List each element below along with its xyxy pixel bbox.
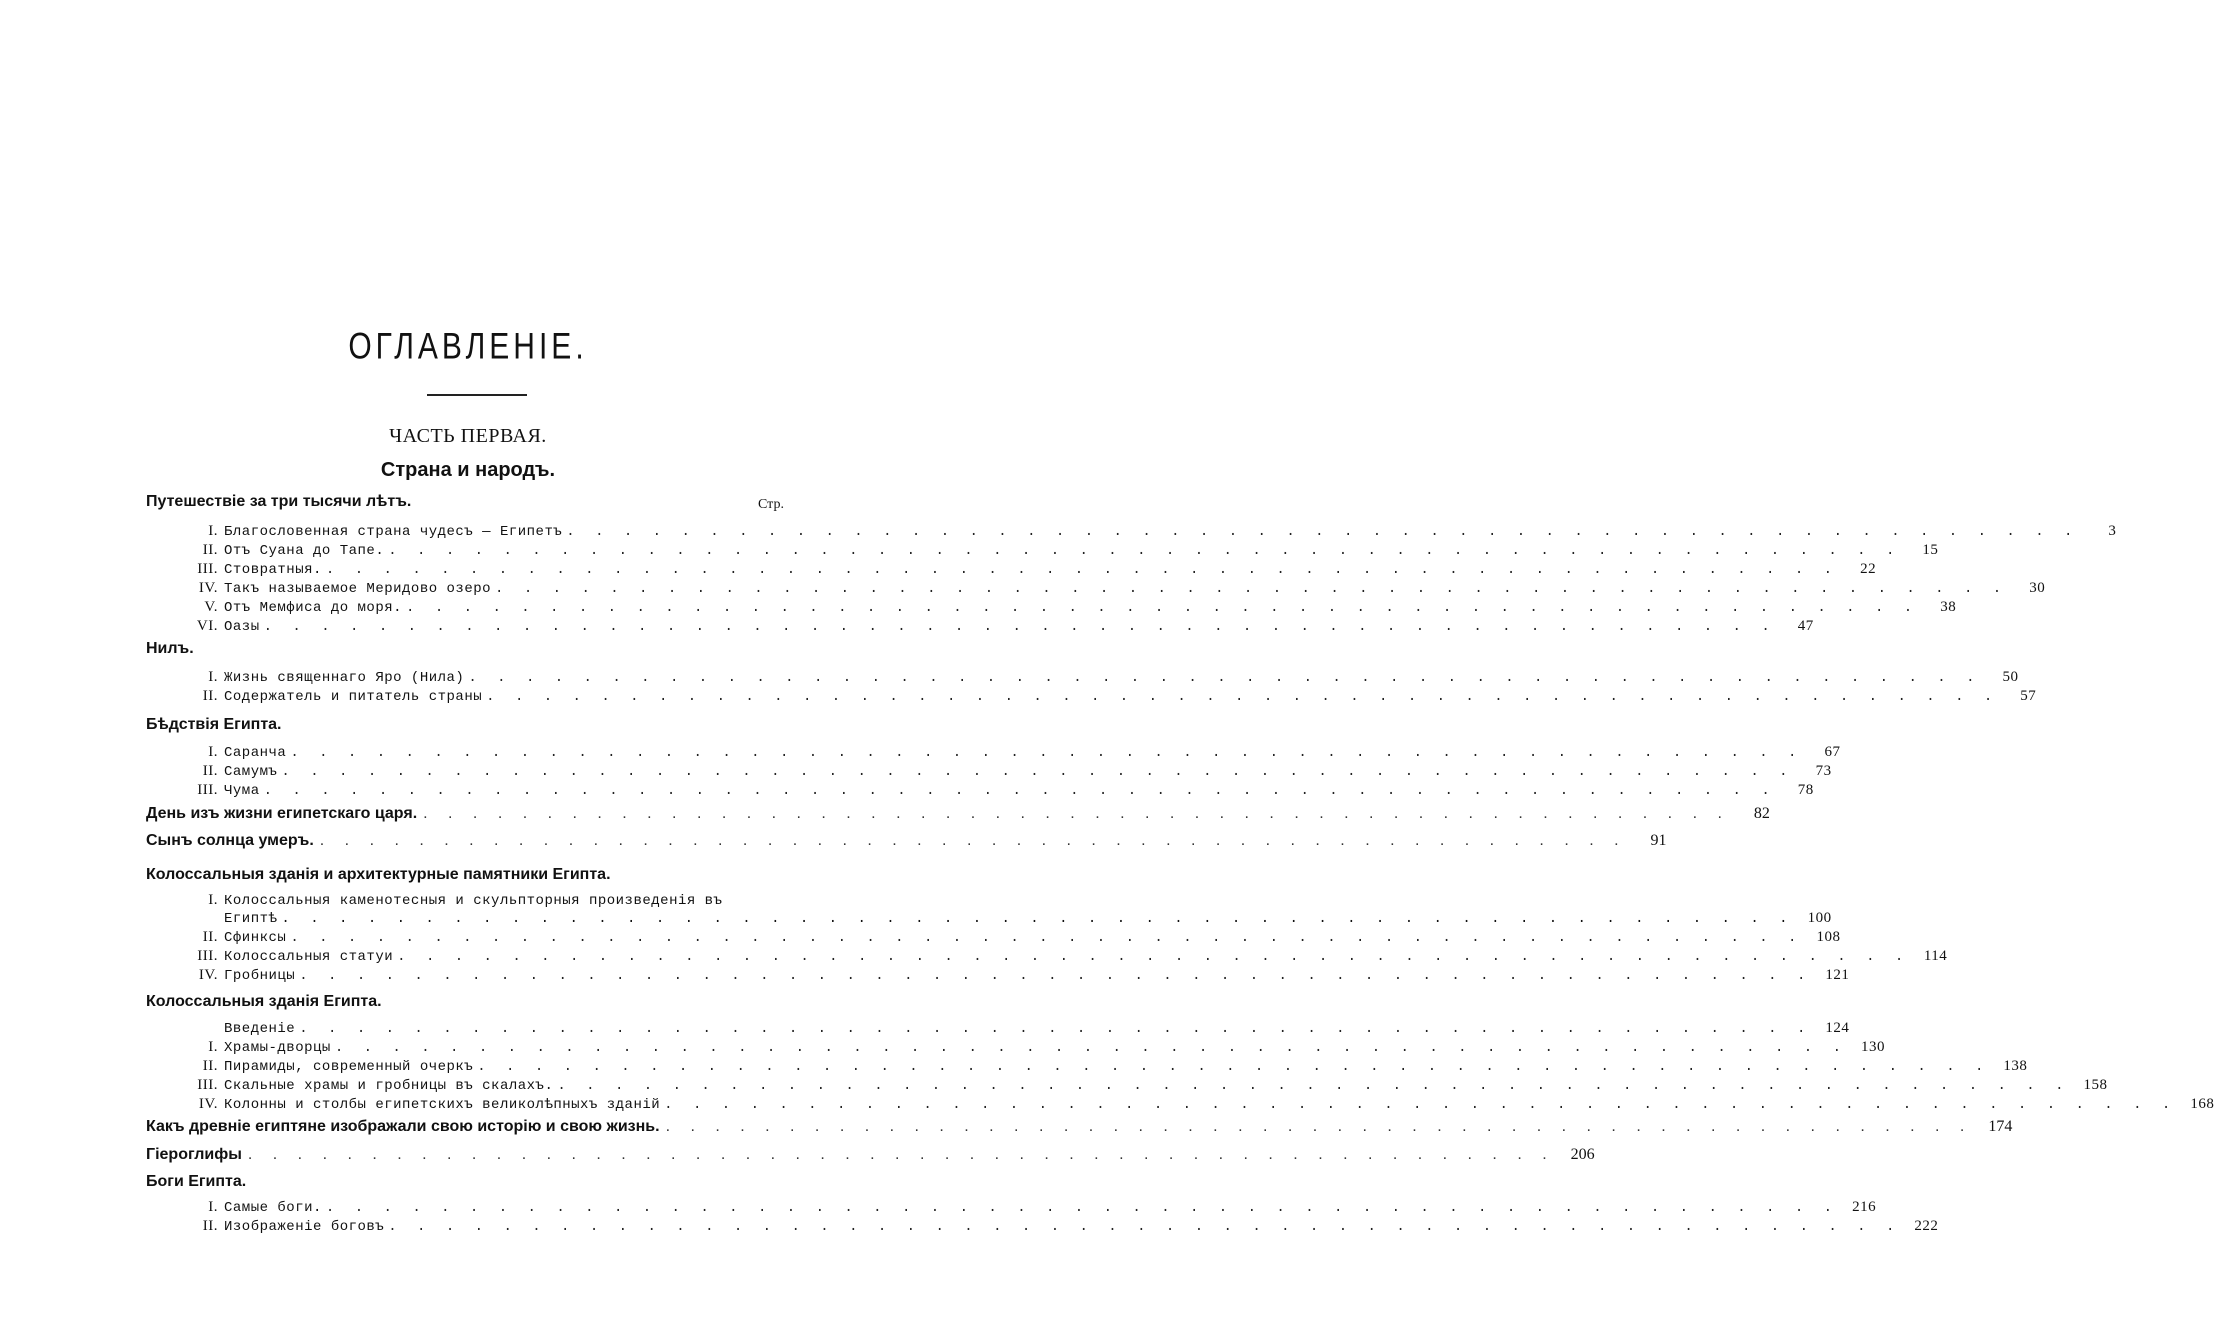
entry-page-number: 22 <box>1860 561 1877 577</box>
entry-number: II. <box>202 688 218 704</box>
entry-number: I. <box>208 1039 218 1055</box>
entry-title: Колоссальныя статуи <box>224 949 394 965</box>
entry-page-number: 30 <box>2029 580 2046 596</box>
section-title: Гіероглифы <box>146 1146 242 1163</box>
dot-leader: . . . . . . . . . . . . . . . . . . . . . . . . . . . . . . . . . . . . . . . . . . . . . . . . . . . . . <box>468 670 1981 686</box>
entry-number: II. <box>202 763 218 779</box>
section-title: День изъ жизни египетскаго царя. <box>146 805 418 822</box>
toc-entry <box>150 892 794 909</box>
entry-title: Саранча <box>224 745 287 761</box>
section-title: Колоссальныя зданія и архитектурные памятники Египта. <box>146 866 611 883</box>
dot-leader: . . . . . . . . . . . . . . . . . . . . . . . . . . . . . . . . . . . . . . . . . . . . . . . . . . . . . <box>325 562 1839 578</box>
toc-entry <box>150 763 1832 780</box>
dot-leader: . . . . . . . . . . . . . . . . . . . . . . . . . . . . . . . . . . . . . . . . . . . . . . . . . . . . . <box>566 524 2079 540</box>
entry-page-number: 158 <box>2083 1077 2108 1093</box>
entry-number: I. <box>208 744 218 760</box>
entry-page-number: 73 <box>1815 763 1832 779</box>
dot-leader: . . . . . . . . . . . . . . . . . . . . . . . . . . . . . . . . . . . . . . . . . . . . . . . . . . . . . <box>477 1059 1990 1075</box>
entry-title: Изображеніе боговъ <box>224 1219 385 1235</box>
toc-entry <box>150 929 1841 946</box>
section-heading <box>146 1146 1595 1164</box>
toc-entry <box>150 523 2117 540</box>
entry-page-number: 108 <box>1816 929 1841 945</box>
toc-entry <box>150 618 1814 635</box>
section-title: Нилъ. <box>146 640 194 657</box>
toc-entry <box>150 561 1877 578</box>
entry-page-number: 216 <box>1852 1199 1877 1215</box>
toc-entry <box>150 688 2037 705</box>
dot-leader: . . . . . . . . . . . . . . . . . . . . . . . . . . . . . . . . . . . . . . . . . . . . . . . . . . . . . <box>388 1219 1901 1235</box>
dot-leader: . . . . . . . . . . . . . . . . . . . . . . . . . . . . . . . . . . . . . . . . . . . . . . . . . . . . . <box>247 1146 1555 1163</box>
dot-leader: . . . . . . . . . . . . . . . . . . . . . . . . . . . . . . . . . . . . . . . . . . . . . . . . . . . . . <box>325 1200 1839 1216</box>
dot-leader: . . . . . . . . . . . . . . . . . . . . . . . . . . . . . . . . . . . . . . . . . . . . . . . . . . . . . <box>290 930 1803 946</box>
entry-page-number: 138 <box>2003 1058 2028 1074</box>
entry-title: Пирамиды, современный очеркъ <box>224 1059 474 1075</box>
entry-title: Такъ называемое Меридово озеро <box>224 581 492 597</box>
section-heading <box>146 640 796 658</box>
toc-entry <box>150 967 1850 984</box>
page-column-header: Стр. <box>758 497 784 512</box>
entry-title: Жизнь священнаго Яро (Нила) <box>224 670 465 686</box>
part-subtitle: Страна и народъ. <box>380 459 556 481</box>
entry-page-number: 15 <box>1922 542 1939 558</box>
section-title: Сынъ солнца умеръ. <box>146 832 314 849</box>
entry-title: Оазы <box>224 619 260 635</box>
toc-entry <box>150 1077 2108 1094</box>
entry-title: Чума <box>224 783 260 799</box>
entry-page-number: 100 <box>1807 910 1832 926</box>
section-title: Путешествіе за три тысячи лѣтъ. <box>146 493 412 510</box>
part-heading: ЧАСТЬ ПЕРВАЯ. <box>389 425 547 447</box>
toc-entry <box>150 1020 1850 1037</box>
section-title: Бѣдствія Египта. <box>146 716 282 733</box>
section-heading <box>146 866 796 884</box>
toc-entry <box>150 1039 1885 1056</box>
entry-number: I. <box>208 892 218 908</box>
toc-entry <box>150 669 2019 686</box>
dot-leader: . . . . . . . . . . . . . . . . . . . . . . . . . . . . . . . . . . . . . . . . . . . . . . . . . . . . . <box>388 543 1901 559</box>
entry-number: VI. <box>196 618 218 634</box>
entry-title: Самумъ <box>224 764 278 780</box>
toc-entry <box>150 1218 1939 1235</box>
toc-entry <box>150 948 1948 965</box>
dot-leader: . . . . . . . . . . . . . . . . . . . . . . . . . . . . . . . . . . . . . . . . . . . . . . . . . . . . . <box>281 764 1794 780</box>
dot-leader: . . . . . . . . . . . . . . . . . . . . . . . . . . . . . . . . . . . . . . . . . . . . . . . . . . . . . <box>495 581 2008 597</box>
section-heading <box>146 1118 2013 1136</box>
dot-leader: . . . . . . . . . . . . . . . . . . . . . . . . . . . . . . . . . . . . . . . . . . . . . . . . . . . . . <box>263 619 1776 635</box>
entry-page-number: 130 <box>1860 1039 1885 1055</box>
dot-leader: . . . . . . . . . . . . . . . . . . . . . . . . . . . . . . . . . . . . . . . . . . . . . . . . . . . . . <box>334 1040 1847 1056</box>
entry-number: V. <box>204 599 218 615</box>
entry-number: II. <box>202 1058 218 1074</box>
entry-title: Гробницы <box>224 968 296 984</box>
toc-entry <box>150 1096 2214 1113</box>
toc-entry-continuation <box>224 910 1832 927</box>
dot-leader: . . . . . . . . . . . . . . . . . . . . . . . . . . . . . . . . . . . . . . . . . . . . . . . . . . . . . <box>319 832 1627 849</box>
toc-entry <box>150 580 2046 597</box>
section-page-number: 82 <box>1753 805 1770 822</box>
section-heading <box>146 493 796 511</box>
entry-page-number: 3 <box>2108 523 2117 539</box>
entry-number: III. <box>197 1077 218 1093</box>
entry-title: Сфинксы <box>224 930 287 946</box>
toc-entry <box>150 1058 2028 1075</box>
entry-number: II. <box>202 929 218 945</box>
dot-leader: . . . . . . . . . . . . . . . . . . . . . . . . . . . . . . . . . . . . . . . . . . . . . . . . . . . . . <box>299 1021 1812 1037</box>
entry-title: Благословенная страна чудесъ — Египетъ <box>224 524 563 540</box>
entry-title: Содержатель и питатель страны <box>224 689 483 705</box>
entry-page-number: 168 <box>2190 1096 2214 1112</box>
dot-leader: . . . . . . . . . . . . . . . . . . . . . . . . . . . . . . . . . . . . . . . . . . . . . . . . . . . . . <box>423 805 1730 822</box>
section-page-number: 206 <box>1570 1146 1595 1163</box>
entry-number: IV. <box>198 967 218 983</box>
entry-page-number: 50 <box>2002 669 2019 685</box>
toc-entry <box>150 599 1957 616</box>
section-page-number: 91 <box>1650 832 1667 849</box>
entry-page-number: 222 <box>1914 1218 1939 1234</box>
entry-number: III. <box>197 561 218 577</box>
entry-page-number: 47 <box>1797 618 1814 634</box>
entry-title: Скальные храмы и гробницы въ скалахъ. <box>224 1078 554 1094</box>
section-title: Какъ древніе египтяне изображали свою исторію и свою жизнь. <box>146 1118 660 1135</box>
entry-page-number: 121 <box>1825 967 1850 983</box>
entry-page-number: 124 <box>1825 1020 1850 1036</box>
entry-number: II. <box>202 542 218 558</box>
entry-title: Отъ Мемфиса до моря. <box>224 600 403 616</box>
entry-page-number: 38 <box>1940 599 1957 615</box>
entry-title: Храмы-дворцы <box>224 1040 331 1056</box>
entry-title: Отъ Суана до Тапе. <box>224 543 385 559</box>
entry-number: IV. <box>198 1096 218 1112</box>
dot-leader: . . . . . . . . . . . . . . . . . . . . . . . . . . . . . . . . . . . . . . . . . . . . . . . . . . . . . <box>397 949 1910 965</box>
toc-entry <box>150 542 1939 559</box>
entry-title: Колоссальныя каменотесныя и скульпторныя произведенія въ <box>224 893 723 909</box>
section-title: Колоссальныя зданія Египта. <box>146 993 382 1010</box>
entry-number: IV. <box>198 580 218 596</box>
section-heading <box>146 805 1770 823</box>
section-title: Боги Египта. <box>146 1173 247 1190</box>
entry-number: III. <box>197 948 218 964</box>
entry-number: I. <box>208 1199 218 1215</box>
dot-leader: . . . . . . . . . . . . . . . . . . . . . . . . . . . . . . . . . . . . . . . . . . . . . . . . . . . . . <box>281 911 1794 927</box>
toc-entry <box>150 744 1841 761</box>
entry-number: III. <box>197 782 218 798</box>
dot-leader: . . . . . . . . . . . . . . . . . . . . . . . . . . . . . . . . . . . . . . . . . . . . . . . . . . . . . <box>290 745 1803 761</box>
dot-leader: . . . . . . . . . . . . . . . . . . . . . . . . . . . . . . . . . . . . . . . . . . . . . . . . . . . . . <box>263 783 1776 799</box>
entry-number: I. <box>208 669 218 685</box>
entry-page-number: 67 <box>1824 744 1841 760</box>
entry-title: Колонны и столбы египетскихъ великолѣпныхъ зданій <box>224 1097 661 1113</box>
dot-leader: . . . . . . . . . . . . . . . . . . . . . . . . . . . . . . . . . . . . . . . . . . . . . . . . . . . . . <box>299 968 1812 984</box>
entry-title-continuation: Египтѣ <box>224 911 278 927</box>
dot-leader: . . . . . . . . . . . . . . . . . . . . . . . . . . . . . . . . . . . . . . . . . . . . . . . . . . . . . <box>664 1097 2177 1113</box>
section-heading <box>146 832 1667 850</box>
entry-page-number: 78 <box>1797 782 1814 798</box>
entry-title: Стовратныя. <box>224 562 322 578</box>
entry-number: II. <box>202 1218 218 1234</box>
dot-leader: . . . . . . . . . . . . . . . . . . . . . . . . . . . . . . . . . . . . . . . . . . . . . . . . . . . . . <box>557 1078 2070 1094</box>
toc-entry <box>150 1199 1877 1216</box>
entry-page-number: 114 <box>1923 948 1948 964</box>
entry-page-number: 57 <box>2020 688 2037 704</box>
dot-leader: . . . . . . . . . . . . . . . . . . . . . . . . . . . . . . . . . . . . . . . . . . . . . . . . . . . . . <box>665 1118 1973 1135</box>
entry-title: Самые боги. <box>224 1200 322 1216</box>
section-heading <box>146 993 796 1011</box>
section-page-number: 174 <box>1988 1118 2013 1135</box>
toc-entry <box>150 782 1814 799</box>
page-title: ОГЛАВЛЕНІЕ. <box>348 325 588 367</box>
dot-leader: . . . . . . . . . . . . . . . . . . . . . . . . . . . . . . . . . . . . . . . . . . . . . . . . . . . . . <box>486 689 1999 705</box>
section-heading <box>146 1173 796 1191</box>
entry-number: I. <box>208 523 218 539</box>
section-heading <box>146 716 796 734</box>
dot-leader: . . . . . . . . . . . . . . . . . . . . . . . . . . . . . . . . . . . . . . . . . . . . . . . . . . . . . <box>406 600 1919 616</box>
entry-title: Введеніе <box>224 1021 296 1037</box>
